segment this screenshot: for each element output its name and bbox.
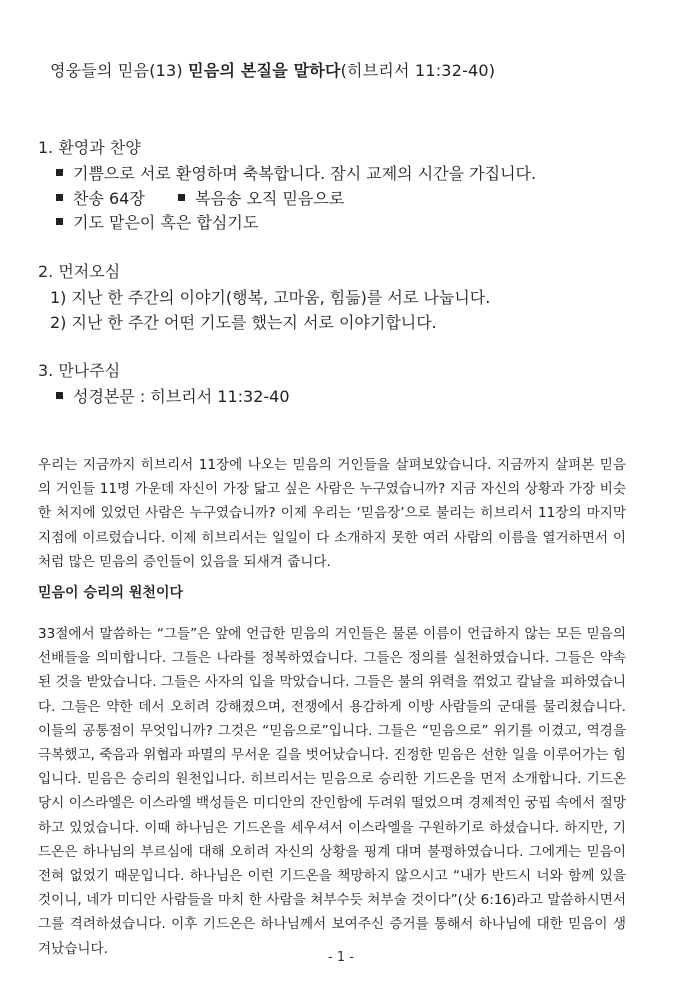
page-number: - 1 - [328, 950, 354, 965]
title-main: 믿음의 본질을 말하다 [188, 61, 341, 80]
body-paragraph: 33절에서 말씀하는 “그들”은 앞에 언급한 믿음의 거인들은 물론 이름이 언급하지 않는 모든 믿음의 선배들을 의미합니다. 그들은 나라를 정복하였습니다. 그들은 정의를 실천하였습니다. 그들은 약속된 것을 받았습니다. 그들은 사자의 입을 막았습니다. 그들은 불의 위력을 꺾었고 칼날을 피하였습니다. 그들은 약한 데서 오히려 강해졌으며, 전쟁에서 용감하게 이방 사람들의 군대를 물리쳤습니다. 이들의 공통점이 무엇입니까? 그것은 “믿음으로”입니다. 그들은 “믿음으로” 위기를 이겼고, 역경을 극복했고, 죽음과 위협과 파멸의 무서운 길을 벗어났습니다. 진정한 믿음은 선한 일을 이루어가는 힘입니다. 믿음은 승리의 원천입니다. 히브리서는 믿음으로 승리한 기드온을 먼저 소개합니다. 기드온 당시 이스라엘은 이스라엘 백성들은 미디안의 잔인함에 두려워 떨었으며 경제적인 궁핍 속에서 절망하고 있었습니다. 이때 하나님은 기드온을 세우셔서 이스라엘을 구원하기로 하셨습니다. 하지만, 기드온은 하나님의 부르심에 대해 오히려 자신의 상황을 핑계 대며 불평하였습니다. 그에게는 믿음이 전혀 없었기 때문입니다. 하나님은 이런 기드온을 책망하지 않으시고 “내가 반드시 너와 함께 있을 것이니, 네가 미디안 사람들을 마치 한 사람을 쳐부수듯 쳐부술 것이다”(삿 6:16)라고 말씀하시면서 그를 격려하셨습니다. 이후 기드온은 하나님께서 보여주신 증거를 통해서 하나님에 대한 믿음이 생겨났습니다. [38, 626, 626, 957]
list-item: 복음송 오직 믿음으로 [178, 186, 344, 209]
bullet-icon [178, 194, 185, 201]
section-heading-sharing: 2. 먼저오심 [38, 262, 121, 281]
title-suffix: (히브리서 11:32-40) [340, 61, 496, 80]
list-item: 2) 지난 한 주간 어떤 기도를 했는지 서로 이야기합니다. [50, 313, 437, 332]
section-heading-welcome: 1. 환영과 찬양 [38, 138, 141, 157]
list-item: 1) 지난 한 주간의 이야기(행복, 고마움, 힘듦)를 서로 나눕니다. [50, 288, 491, 307]
bullet-icon [56, 169, 63, 176]
list-item: 기쁨으로 서로 환영하며 축복합니다. 잠시 교제의 시간을 가집니다. [56, 161, 536, 184]
list-item: 성경본문 : 히브리서 11:32-40 [56, 384, 290, 407]
bullet-icon [56, 392, 63, 399]
list-item: 찬송 64장 [56, 186, 145, 209]
section-heading-meeting: 3. 만나주심 [38, 361, 121, 380]
bullet-icon [56, 194, 63, 201]
intro-paragraph: 우리는 지금까지 히브리서 11장에 나오는 믿음의 거인들을 살펴보았습니다. 지금까지 살펴본 믿음의 거인들 11명 가운데 자신이 가장 닮고 싶은 사람은 누구였습니까? 지금 자신의 상황과 가장 비슷한 처지에 있었던 사람은 누구였습니까? 이제 우리는 ‘믿음장’으로 불리는 히브리서 11장의 마지막 지점에 이르렀습니다. 이제 히브리서는 일일이 다 소개하지 못한 여러 사람의 이름을 열거하면서 이처럼 많은 믿음의 증인들이 있음을 되새겨 줍니다. [38, 457, 626, 570]
document-title [50, 58, 495, 81]
subheading: 믿음이 승리의 원천이다 [38, 585, 183, 601]
title-prefix: 영웅들의 믿음(13) [50, 61, 189, 80]
bullet-icon [56, 218, 63, 225]
list-item: 기도 맡은이 혹은 합심기도 [56, 210, 258, 233]
